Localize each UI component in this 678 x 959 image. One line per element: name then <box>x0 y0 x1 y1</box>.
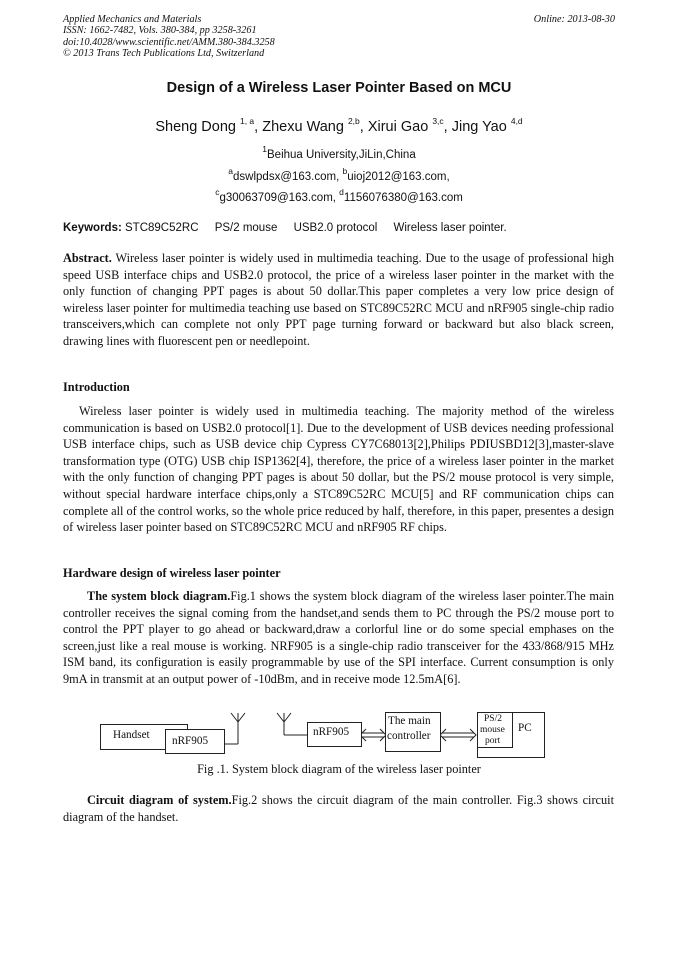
handset-box: Handset <box>100 724 188 750</box>
author-sup: 1, a <box>239 116 255 126</box>
email-address: dswlpdsx@163.com, <box>233 170 343 183</box>
keyword: Wireless laser pointer. <box>393 222 507 234</box>
author-sup: 3,c <box>432 116 444 126</box>
author-name: Jing Yao <box>451 118 507 135</box>
double-arrow-icon <box>360 729 386 741</box>
introduction-heading: Introduction <box>63 380 130 394</box>
email-address: uioj2012@163.com, <box>347 170 450 183</box>
affiliation: $^1$Beihua University,JiLin,China <box>262 144 416 161</box>
circuit-text: Fig.2 shows the circuit diagram of the main controller. Fig.3 shows circuit diagram of the handset. <box>63 793 614 824</box>
doi-line: doi:10.4028/www.scientific.net/AMM.380-384.3258 <box>63 36 275 48</box>
block-diagram-label: The system block diagram. <box>87 589 231 603</box>
keyword: STC89C52RC <box>125 222 199 234</box>
antenna-icon <box>224 713 245 744</box>
email-address: 1156076380@163.com <box>343 191 463 204</box>
journal-name: Applied Mechanics and Materials <box>63 14 202 25</box>
author-name: Zhexu Wang <box>262 118 344 135</box>
copyright-line: © 2013 Trans Tech Publications Ltd, Switzerland <box>63 48 265 60</box>
hardware-text: Fig.1 shows the system block diagram of the wireless laser pointer.The main controller receives the signal coming from the handset,and sends them to PC through the PS/2 mouse port to control the PPT player to go ahead or backward,draw a corlorful line or do some special emphases on the screen,just like a real mouse is working. NRF905 is a single-chip radio transceiver for the 433/868/915 MHz ISM band, its configuration is easily programmable by use of the SPI interface. Current consumption is only 9mA in transmit at an output power of -10dBm, and in receive mode 12.5mA[6]. <box>63 589 614 686</box>
author-name: Xirui Gao <box>367 118 429 135</box>
author-sup: 4,d <box>510 116 523 126</box>
email-line-1: $^a$dswlpdsx@163.com, $^b$uioj2012@163.com, <box>228 166 450 183</box>
abstract-label: Abstract. <box>63 251 112 265</box>
nrf905-left-box: nRF905 <box>165 729 225 754</box>
figure-caption: Fig .1. System block diagram of the wireless laser pointer <box>197 762 481 776</box>
author-sup: 2,b <box>347 116 360 126</box>
email-address: g30063709@163.com, <box>219 191 340 204</box>
block-diagram <box>100 708 550 766</box>
nrf905-right-box: nRF905 <box>307 722 362 747</box>
circuit-label: Circuit diagram of system. <box>87 793 232 807</box>
antenna-icon <box>277 713 307 735</box>
online-date: Online: 2013-08-30 <box>533 14 615 25</box>
keyword: PS/2 mouse <box>214 222 278 234</box>
keyword: USB2.0 protocol <box>293 222 378 234</box>
abstract-text: Wireless laser pointer is widely used in multimedia teaching. Due to the usage of professional high speed USB interface chips and USB2.0 protocol, the price of a wireless laser pointer in the market with the only function of changing PPT pages is about 50 dollar.This paper completes a very low price design of wireless laser pointer for multimedia teaching use based on STC89C52RC MCU and nRF905 single-chip radio transceivers,which can complete not only PPT page turning forward or backward but also black screen, drawing lines with fluorescent pen or needlepoint. <box>63 251 614 348</box>
journal-header <box>63 14 275 60</box>
abstract-paragraph <box>63 250 614 350</box>
hardware-heading: Hardware design of wireless laser pointer <box>63 566 281 580</box>
issn-line: ISSN: 1662-7482, Vols. 380-384, pp 3258-3261 <box>63 25 257 37</box>
author-list: Sheng Dong $^{1, a}$, Zhexu Wang $^{2,b}$, Xirui Gao $^{3,c}$, Jing Yao $^{4,d}$ <box>155 116 523 135</box>
keywords-line <box>63 222 520 234</box>
keywords-label: Keywords: <box>63 222 122 234</box>
hardware-paragraph <box>63 588 614 688</box>
paper-title: Design of a Wireless Laser Pointer Based on MCU <box>166 80 512 96</box>
double-arrow-icon <box>440 729 476 741</box>
main-controller-box: The main controller <box>385 712 441 752</box>
author-name: Sheng Dong <box>155 118 236 135</box>
email-line-2: $^c$g30063709@163.com, $^d$1156076380@163.com <box>215 187 463 204</box>
ps2-port-box: PS/2 mouse port <box>477 712 513 748</box>
introduction-paragraph: Wireless laser pointer is widely used in multimedia teaching. The majority method of the wireless communication is based on USB2.0 protocol[1]. Due to the development of USB devices needing professional USB interface chips, such as USB device chip Cypress CY7C68013[2],Philips PDIUSBD12[3],master-slave transformation type (OTG) USB chip ISP1362[4], therefore, the price of a wireless laser pointer in the market with the only function of changing PPT pages is about 50 dollar, but the PS/2 mouse protocol is very simple, without special hardware interface chips,only a STC89C52RC MCU[5] and RF communication chips can complete all of the control works, so the whole price reduced by half, therefore, in this paper, presentes a design of wireless laser pointer based on STC89C52RC MCU and nRF905 RF chips. <box>63 404 614 535</box>
circuit-paragraph <box>63 792 614 825</box>
pc-box: PC <box>477 712 545 758</box>
